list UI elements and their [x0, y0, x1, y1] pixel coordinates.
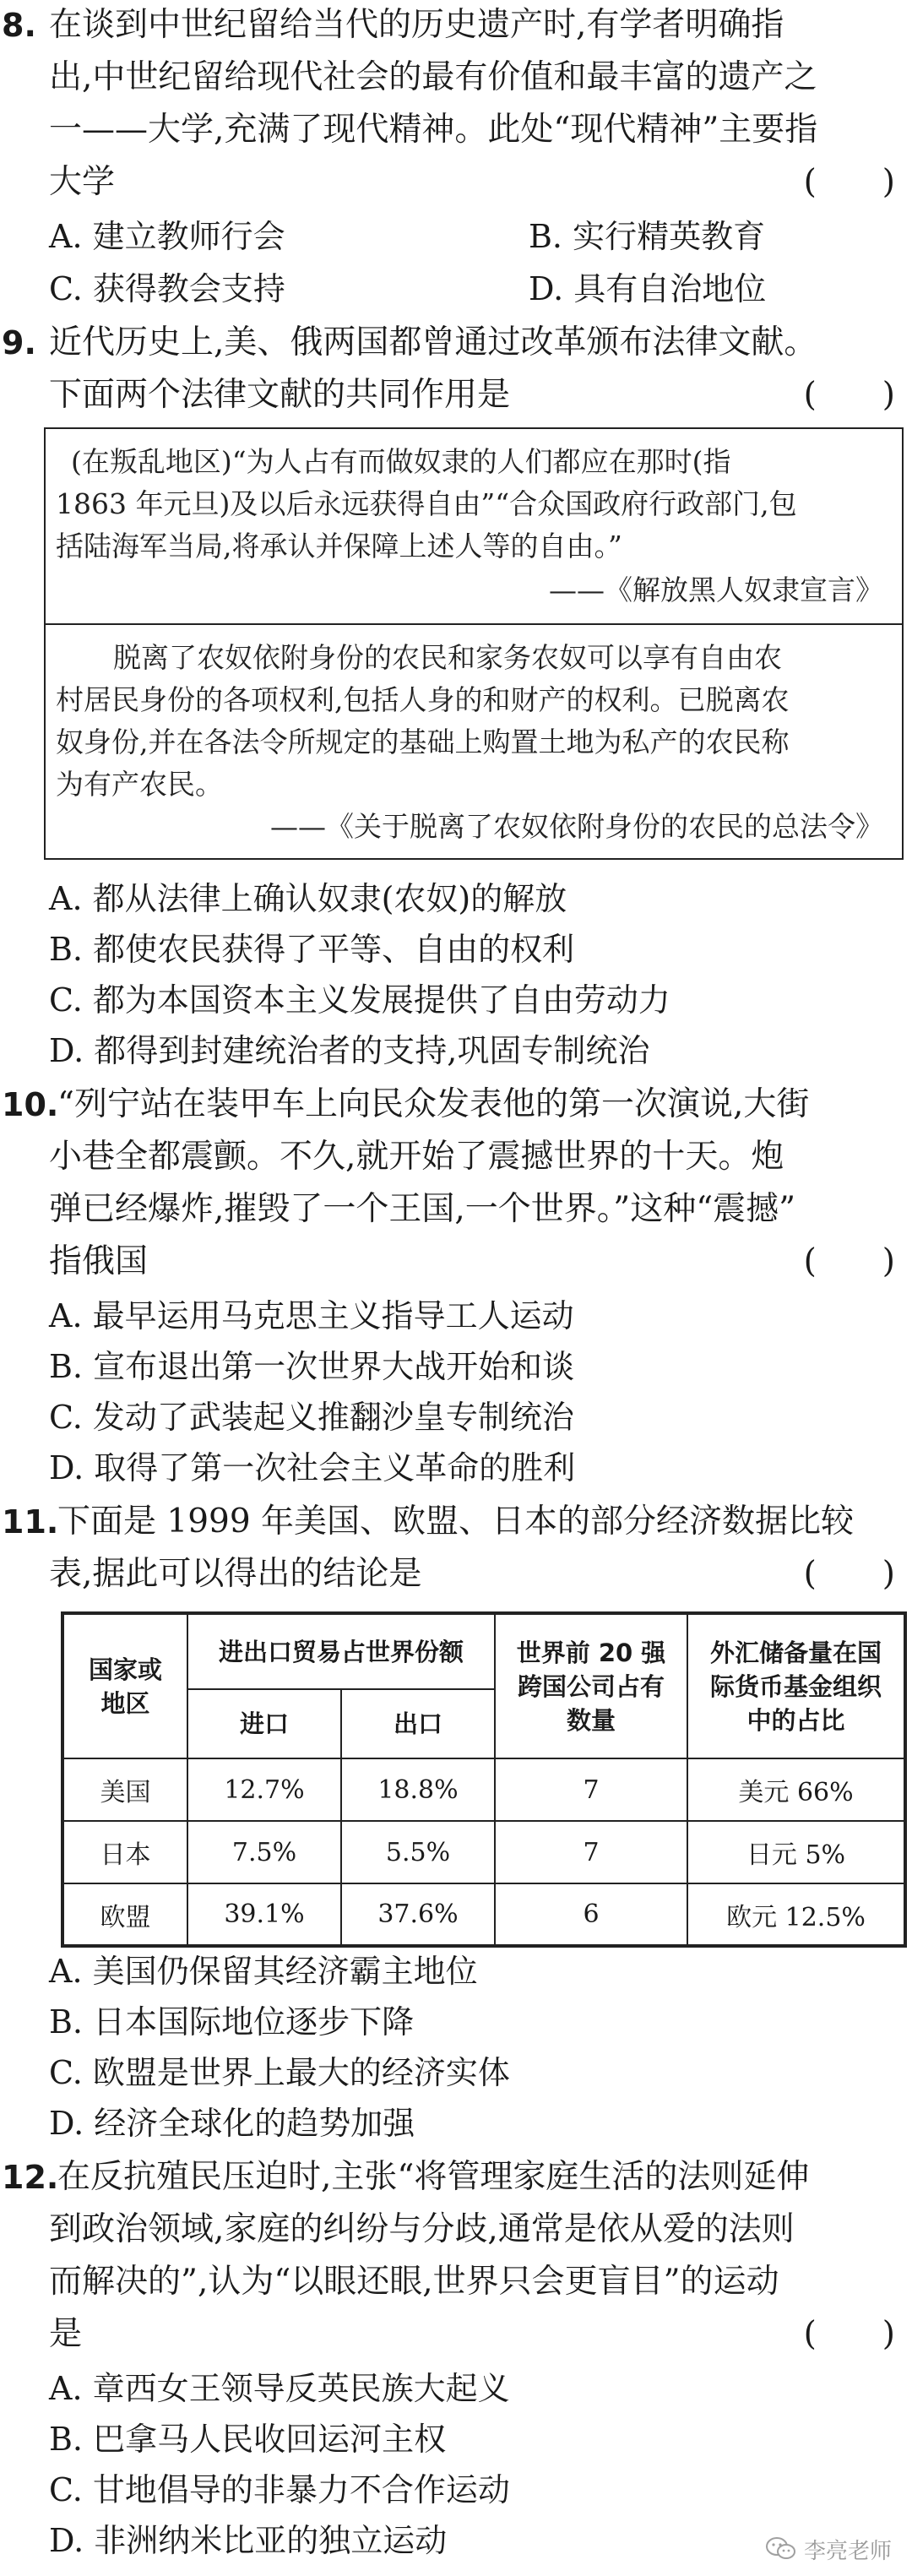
question-text-line: 表,据此可以得出的结论是: [49, 1555, 422, 1593]
option-c[interactable]: C. 都为本国资本主义发展提供了自由劳动力: [49, 981, 670, 1019]
question-text-line: 而解决的”,认为“以眼还眼,世界只会更盲目”的运动: [49, 2263, 779, 2301]
option-b[interactable]: B. 宣布退出第一次世界大战开始和谈: [49, 1348, 575, 1385]
option-d[interactable]: D. 非洲纳米比亚的独立运动: [49, 2522, 448, 2559]
header-region: 国家或地区: [62, 1613, 187, 1758]
option-a[interactable]: A. 最早运用马克思主义指导工人运动: [49, 1297, 574, 1334]
question-text-line: 弹已经爆炸,摧毁了一个王国,一个世界。”这种“震撼”: [49, 1190, 796, 1228]
answer-bracket[interactable]: ( ): [803, 2315, 895, 2353]
question-number: 10.: [2, 1086, 59, 1123]
option-c[interactable]: C. 获得教会支持: [49, 270, 285, 307]
material-1: [46, 429, 902, 623]
question-text-line: 下面是 1999 年美国、欧盟、日本的部分经济数据比较: [57, 1503, 855, 1541]
material-text-line: 村居民身份的各项权利,包括人身的和财产的权利。已脱离农: [56, 683, 790, 716]
option-c[interactable]: C. 发动了武装起义推翻沙皇专制统治: [49, 1399, 574, 1436]
watermark-text: 李亮老师: [803, 2538, 892, 2564]
answer-bracket[interactable]: ( ): [803, 376, 895, 414]
option-a[interactable]: A. 美国仍保留其经济霸主地位: [49, 1953, 478, 1990]
option-c[interactable]: C. 甘地倡导的非暴力不合作运动: [49, 2471, 510, 2508]
question-number: 12.: [2, 2159, 59, 2196]
option-a[interactable]: A. 都从法律上确认奴隶(农奴)的解放: [49, 880, 567, 917]
answer-bracket[interactable]: ( ): [803, 1555, 895, 1593]
table-row: [62, 1758, 905, 1821]
question-text-line: 大学: [49, 163, 116, 201]
cell-import: 39.1%: [187, 1883, 341, 1946]
answer-bracket[interactable]: ( ): [803, 1242, 895, 1280]
material-2: [46, 625, 902, 858]
cell-import: 12.7%: [187, 1758, 341, 1821]
cell-top20: 7: [495, 1821, 687, 1883]
cell-top20: 7: [495, 1758, 687, 1821]
option-d[interactable]: D. 都得到封建统治者的支持,巩固专制统治: [49, 1032, 650, 1069]
economic-data-table: [61, 1611, 907, 1948]
watermark: [765, 2530, 892, 2568]
question-text-line: 在谈到中世纪留给当代的历史遗产时,有学者明确指: [49, 6, 784, 44]
question-text-line: 到政治领域,家庭的纠纷与分歧,通常是依从爱的法则: [49, 2210, 795, 2248]
table-row: [62, 1883, 905, 1946]
cell-region: 日本: [62, 1821, 187, 1883]
question-text-line: 一——大学,充满了现代精神。此处“现代精神”主要指: [49, 111, 818, 149]
question-text-line: “列宁站在装甲车上向民众发表他的第一次演说,大街: [57, 1085, 810, 1123]
cell-reserve: 日元 5%: [687, 1821, 905, 1883]
material-text-line: 为有产农民。: [56, 768, 223, 801]
question-number: 11.: [2, 1503, 59, 1541]
question-text-line: 小巷全都震颤。不久,就开始了震撼世界的十天。炮: [49, 1138, 784, 1176]
option-a[interactable]: A. 章西女王领导反英民族大起义: [49, 2370, 510, 2407]
material-text-line: 奴身份,并在各法令所规定的基础上购置土地为私产的农民称: [56, 726, 790, 758]
cell-reserve: 美元 66%: [687, 1758, 905, 1821]
header-export: 出口: [341, 1689, 495, 1758]
question-number: 8.: [2, 7, 36, 44]
question-text-line: 下面两个法律文献的共同作用是: [49, 376, 511, 414]
option-b[interactable]: B. 巴拿马人民收回运河主权: [49, 2421, 447, 2458]
cell-export: 37.6%: [341, 1883, 495, 1946]
question-number: 9.: [2, 324, 36, 361]
material-text-line: 括陆海军当局,将承认并保障上述人等的自由。”: [56, 530, 622, 562]
material-text-line: 1863 年元旦)及以后永远获得自由”“合众国政府行政部门,包: [56, 487, 797, 520]
header-top20-companies: 世界前 20 强跨国公司占有数量: [495, 1613, 687, 1758]
option-d[interactable]: D. 经济全球化的趋势加强: [49, 2105, 415, 2142]
material-text-line: (在叛乱地区)“为人占有而做奴隶的人们都应在那时(指: [71, 445, 731, 478]
option-d[interactable]: D. 取得了第一次社会主义革命的胜利: [49, 1449, 576, 1486]
cell-top20: 6: [495, 1883, 687, 1946]
option-b[interactable]: B. 日本国际地位逐步下降: [49, 2003, 415, 2041]
option-d[interactable]: D. 具有自治地位: [529, 270, 767, 307]
cell-import: 7.5%: [187, 1821, 341, 1883]
cell-reserve: 欧元 12.5%: [687, 1883, 905, 1946]
cell-region: 美国: [62, 1758, 187, 1821]
question-text-line: 出,中世纪留给现代社会的最有价值和最丰富的遗产之: [49, 58, 817, 96]
header-import: 进口: [187, 1689, 341, 1758]
material-source: ——《关于脱离了农奴依附身份的农民的总法令》: [270, 810, 883, 843]
question-text-line: 近代历史上,美、俄两国都曾通过改革颁布法律文献。: [49, 323, 817, 361]
header-forex-reserve: 外汇储备量在国际货币基金组织中的占比: [687, 1613, 905, 1758]
option-b[interactable]: B. 都使农民获得了平等、自由的权利: [49, 931, 575, 968]
question-text-line: 在反抗殖民压迫时,主张“将管理家庭生活的法则延伸: [57, 2158, 810, 2196]
material-source: ——《解放黑人奴隶宣言》: [549, 573, 883, 606]
option-c[interactable]: C. 欧盟是世界上最大的经济实体: [49, 2054, 510, 2091]
option-a[interactable]: A. 建立教师行会: [49, 218, 285, 255]
option-b[interactable]: B. 实行精英教育: [529, 218, 766, 255]
header-trade-share: 进出口贸易占世界份额: [187, 1613, 495, 1689]
question-text-line: 指俄国: [49, 1242, 149, 1280]
material-text-line: 脱离了农奴依附身份的农民和家务农奴可以享有自由农: [113, 641, 782, 674]
cell-export: 5.5%: [341, 1821, 495, 1883]
cell-region: 欧盟: [62, 1883, 187, 1946]
table-row: [62, 1821, 905, 1883]
question-text-line: 是: [49, 2315, 83, 2353]
wechat-icon: [765, 2536, 797, 2562]
cell-export: 18.8%: [341, 1758, 495, 1821]
answer-bracket[interactable]: ( ): [803, 163, 895, 201]
material-box: [44, 427, 904, 860]
